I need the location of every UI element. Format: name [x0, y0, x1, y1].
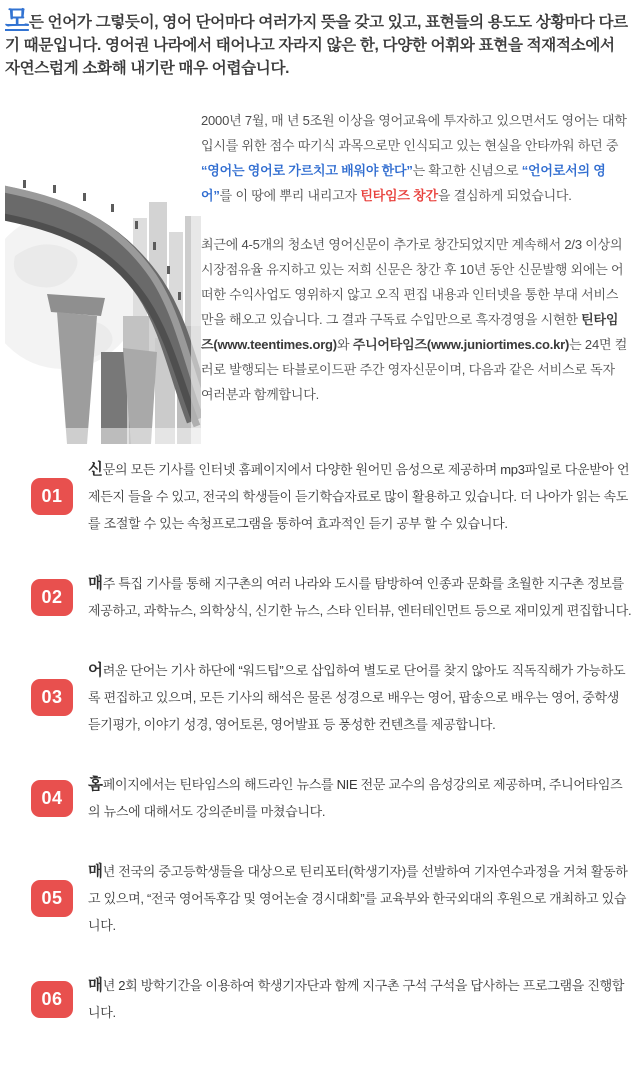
- p2-bold-juniortimes: 주니어타임즈(www.juniortimes.co.kr): [352, 337, 570, 352]
- p2-text-mid: 와: [336, 337, 353, 352]
- service-lead-03: 어: [88, 662, 103, 679]
- service-lead-06: 매: [88, 977, 103, 994]
- p1-text-mid2: 를 이 땅에 뿌리 내리고자: [219, 188, 361, 203]
- service-item-06: [5, 972, 632, 1026]
- about-text-column: [201, 108, 632, 431]
- number-badge-06: 06: [31, 981, 73, 1018]
- number-badge-03: 03: [31, 679, 73, 716]
- service-text-05: [88, 858, 632, 939]
- p1-blue-quote-2: “언어로서의 영어”: [201, 163, 606, 203]
- highway-bridge-photo: [5, 166, 201, 444]
- services-list: [5, 456, 632, 1026]
- about-paragraph-history: [201, 232, 630, 407]
- service-item-05: [5, 858, 632, 939]
- service-item-02: [5, 570, 632, 624]
- number-badge-01: 01: [31, 478, 73, 515]
- p2-bold-teentimes: 틴타임즈(www.teentimes.org): [201, 312, 619, 352]
- p2-text: 최근에 4-5개의 청소년 영어신문이 추가로 창간되었지만 계속해서 2/3 이상의 시장점유율 유지하고 있는 저희 신문은 창간 후 10년 동안 신문발행 외에는 어떠한 수익사업도 영위하지 않고 오직 편집 내용과 인터넷을 통한 부대 서비스만을 해오고 있습니다. 그 결과 구독료 수입만으로 흑자경영을 시현한: [201, 237, 624, 327]
- service-lead-01: 신: [88, 461, 103, 478]
- service-text-06: [88, 972, 632, 1026]
- p1-text-after: 을 결심하게 되었습니다.: [437, 188, 572, 203]
- number-badge-04: 04: [31, 780, 73, 817]
- service-body-02: 주 특집 기사를 통해 지구촌의 여러 나라와 도시를 탐방하여 인종과 문화를 초월한 지구촌 정보를 제공하고, 과학뉴스, 의학상식, 신기한 뉴스, 스타 인터뷰, 엔터테인먼트 등으로 재미있게 편집합니다.: [88, 576, 632, 618]
- intro-dropcap: 모: [5, 5, 29, 33]
- number-badge-05: 05: [31, 880, 73, 917]
- service-lead-05: 매: [88, 863, 103, 880]
- about-photo-column: [5, 108, 201, 444]
- p2-text-after: 는 24면 컬러로 발행되는 타블로이드판 주간 영자신문이며, 다음과 같은 서비스로 독자 여러분과 함께합니다.: [201, 337, 628, 402]
- about-paragraph-founding: [201, 108, 630, 208]
- service-lead-04: 홈: [88, 776, 103, 793]
- p1-text: 2000년 7월, 매 년 5조원 이상을 영어교육에 투자하고 있으면서도 영어는 대학입시를 위한 점수 따기식 과목으로만 인식되고 있는 현실을 안타까워 하던 중: [201, 113, 627, 153]
- service-lead-02: 매: [88, 575, 103, 592]
- p1-blue-quote-1: “영어는 영어로 가르치고 배워야 한다”: [201, 163, 413, 178]
- service-text-04: [88, 771, 632, 825]
- p1-text-mid1: 는 확고한 신념으로: [412, 163, 522, 178]
- service-body-04: 페이지에서는 틴타임스의 해드라인 뉴스를 NIE 전문 교수의 음성강의로 제공하며, 주니어타임즈의 뉴스에 대해서도 강의준비를 마쳤습니다.: [88, 777, 623, 819]
- number-badge-02: 02: [31, 579, 73, 616]
- service-item-04: [5, 771, 632, 825]
- service-body-01: 문의 모든 기사를 인터넷 홈페이지에서 다양한 원어민 음성으로 제공하며 mp3파일로 다운받아 언제든지 들을 수 있고, 전국의 학생들이 듣기학습자료로 많이 활용하고 있습니다. 더 나아가 읽는 속도를 조절할 수 있는 속청프로그램을 통하여 효과적인 듣기 공부 할 수 있습니다.: [88, 462, 630, 531]
- p1-red-highlight: 틴타임즈 창간: [360, 188, 438, 203]
- service-body-03: 려운 단어는 기사 하단에 “워드팁”으로 삽입하여 별도로 단어를 찾지 않아도 직독직해가 가능하도록 편집하고 있으며, 모든 기사의 해석은 물론 성경으로 배우는 영어, 팝송으로 배우는 영어, 중학생 듣기평가, 이야기 성경, 영어토론, 영어발표 등 풍성한 컨텐츠를 제공합니다.: [88, 663, 626, 732]
- service-item-01: [5, 456, 632, 537]
- service-body-06: 년 2회 방학기간을 이용하여 학생기자단과 함께 지구촌 구석 구석을 답사하는 프로그램을 진행합니다.: [88, 978, 625, 1020]
- about-section: [5, 108, 632, 444]
- intro-text: 든 언어가 그렇듯이, 영어 단어마다 여러가지 뜻을 갖고 있고, 표현들의 용도도 상황마다 다르기 때문입니다. 영어권 나라에서 태어나고 자라지 않은 한, 다양한 어휘와 표현을 적재적소에서 자연스럽게 소화해 내기란 매우 어렵습니다.: [5, 14, 628, 77]
- service-body-05: 년 전국의 중고등학생들을 대상으로 틴리포터(학생기자)를 선발하여 기자연수과정을 거쳐 활동하고 있으며, “전국 영어독후감 및 영어논술 경시대회”를 교육부와 한국외대의 후원으로 개최하고 있습니다.: [88, 864, 628, 933]
- service-text-01: [88, 456, 632, 537]
- service-text-03: [88, 657, 632, 738]
- intro-paragraph: [5, 5, 632, 80]
- service-item-03: [5, 657, 632, 738]
- service-text-02: [88, 570, 632, 624]
